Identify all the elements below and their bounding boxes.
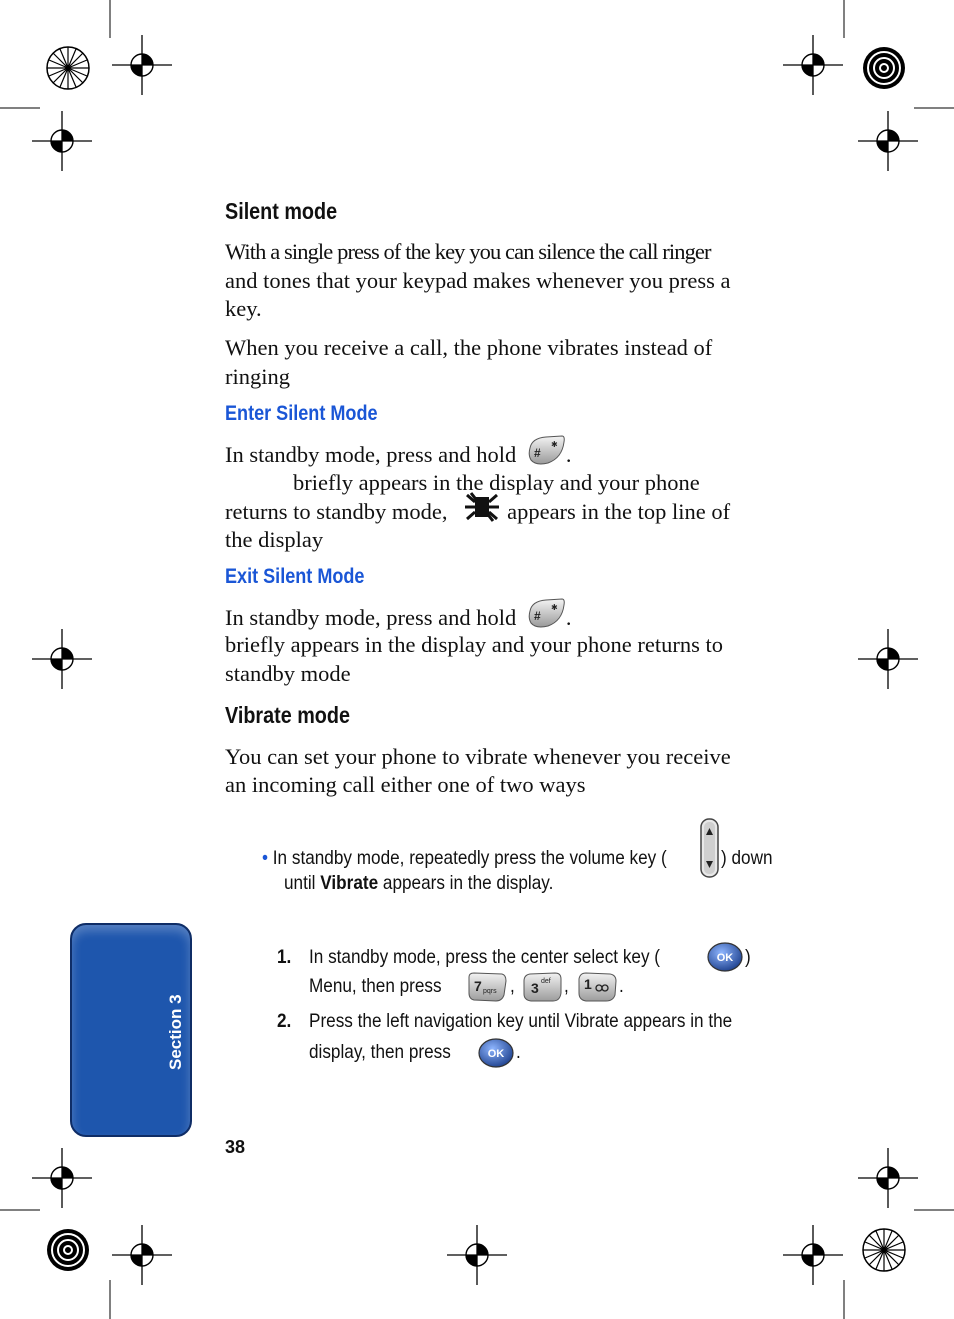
svg-text:✱: ✱ (550, 440, 558, 449)
enter-line1-end: . (565, 442, 572, 468)
silent-para2-line1: When you receive a call, the phone vibrates instead of (225, 335, 713, 360)
key-7-letters: pqrs (483, 988, 497, 995)
heading-silent-mode: Silent mode (225, 198, 338, 224)
vibrate-bullet-line1 (262, 847, 667, 870)
key-3-icon (521, 971, 563, 1008)
enter-line3-start: returns to standby mode, (225, 499, 448, 525)
step1-sep2: , (564, 975, 569, 997)
silent-para2-line2: ringing (225, 364, 290, 389)
bullet-line2-end: appears in the display. (382, 872, 554, 894)
enter-line4: the display (225, 527, 324, 552)
heading-enter-silent-mode: Enter Silent Mode (225, 402, 378, 425)
svg-text:✱: ✱ (550, 603, 558, 612)
step1-line1-start: In standby mode, press the center select key ( (309, 946, 661, 968)
silent-para1-line3: key. (225, 296, 262, 321)
bullet-line2-bold: Vibrate (320, 872, 379, 894)
step1-sep1: , (510, 975, 515, 997)
step1-line1-end: ) (745, 946, 751, 968)
silent-para1-line2: and tones that your keypad makes whenever you press a (225, 268, 731, 293)
exit-line1-text: In standby mode, press and hold (225, 605, 517, 631)
step2-line2-start: display, then press (309, 1041, 451, 1063)
silent-mode-icon (463, 491, 501, 531)
enter-line2: briefly appears in the display and your phone (293, 470, 700, 495)
step1-line1 (309, 946, 660, 969)
step2-number: 2. (277, 1010, 292, 1032)
step2-end: . (516, 1041, 521, 1063)
step1-number: 1. (277, 946, 292, 968)
step1-end: . (619, 975, 624, 997)
bullet-line1-end: ) down (721, 847, 773, 869)
vibrate-para-line2: an incoming call either one of two ways (225, 772, 586, 797)
key-3-label: 3 (531, 980, 539, 996)
hash-key-label: # (533, 609, 541, 623)
enter-line1-text: In standby mode, press and hold (225, 442, 517, 468)
hash-key-label: # (533, 446, 541, 460)
key-7-label: 7 (474, 978, 482, 994)
ok-key-icon (477, 1037, 515, 1074)
step1-line2-start: Menu, then press (309, 975, 442, 997)
heading-vibrate-mode: Vibrate mode (225, 702, 350, 728)
exit-line2: briefly appears in the display and your phone returns to (225, 632, 723, 657)
bullet-line2-start: until (284, 872, 316, 894)
page-number: 38 (225, 1137, 246, 1157)
silent-para1-line1: With a single press of the key you can silence the call ringer (225, 239, 711, 264)
volume-key-icon (700, 818, 719, 883)
ok-key-label: OK (716, 952, 734, 964)
enter-line3-end: appears in the top line of (507, 499, 731, 525)
vibrate-bullet-line2 (284, 872, 553, 895)
exit-line1-end: . (565, 605, 572, 631)
hash-key-icon (526, 434, 566, 474)
heading-exit-silent-mode: Exit Silent Mode (225, 565, 365, 588)
vibrate-para-line1: You can set your phone to vibrate whenever you receive (225, 744, 731, 769)
section-tab-label: Section 3 (166, 994, 185, 1070)
step2-line1: Press the left navigation key until Vibrate appears in the (309, 1010, 733, 1032)
bullet-dot: • (262, 847, 269, 869)
key-3-letters: def (541, 978, 551, 985)
key-1-icon (576, 971, 618, 1008)
ok-key-label: OK (487, 1048, 505, 1060)
exit-line3: standby mode (225, 661, 351, 686)
bullet-line1-start: In standby mode, repeatedly press the volume key ( (272, 847, 667, 869)
key-1-label: 1 (584, 976, 592, 992)
ok-key-icon (706, 941, 744, 978)
key-7-icon (466, 971, 508, 1008)
